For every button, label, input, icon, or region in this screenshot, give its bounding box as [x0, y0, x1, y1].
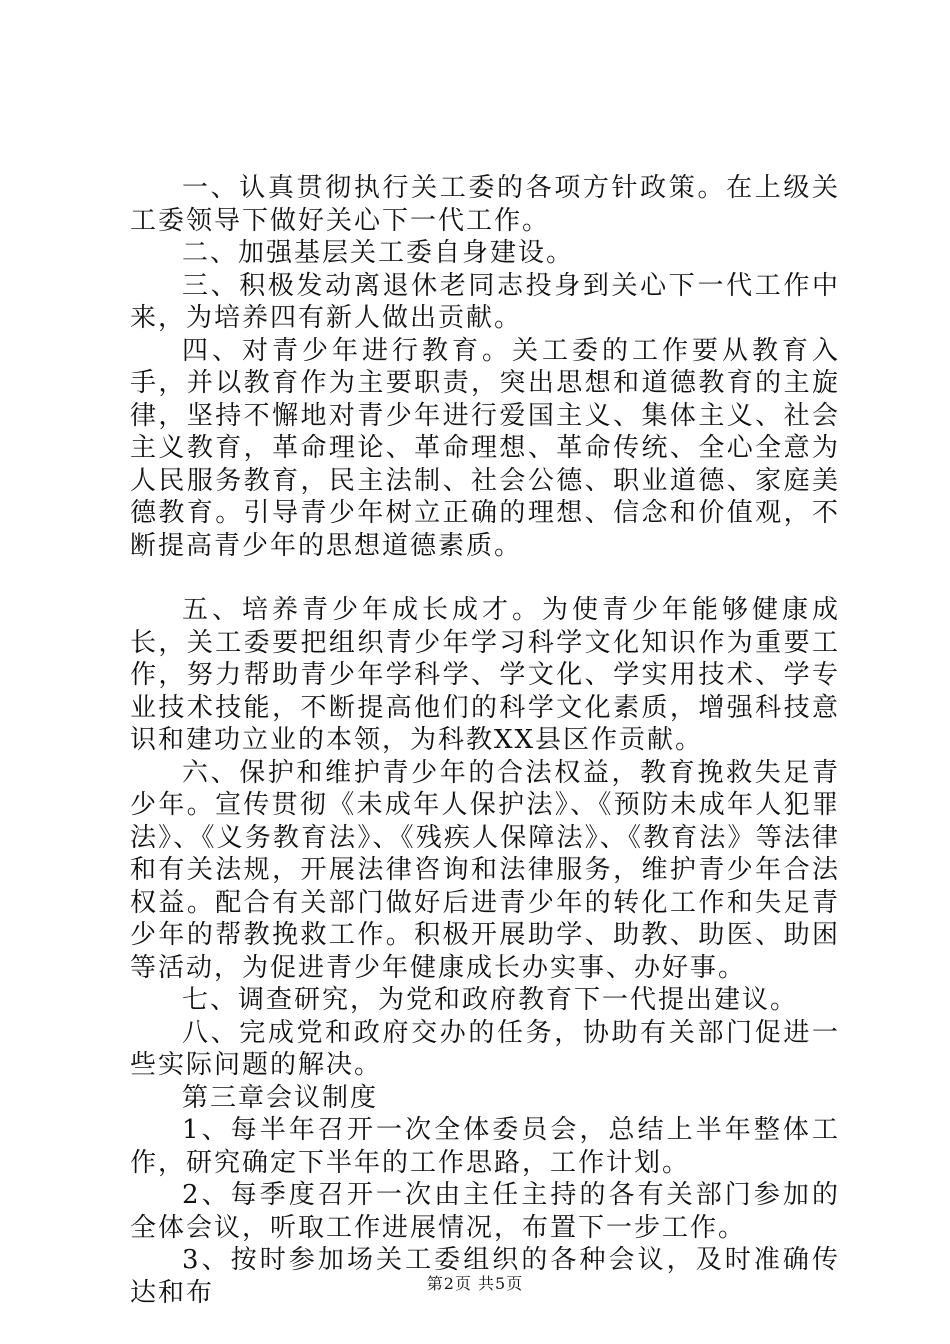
paragraph-3: 三、积极发动离退休老同志投身到关心下一代工作中来，为培养四有新人做出贡献。	[130, 270, 840, 333]
paragraph-5: 五、培养青少年成长成才。为使青少年能够健康成长，关工委要把组织青少年学习科学文化知识作为重要工作，努力帮助青少年学科学、学文化、学实用技术、学专业技术技能，不断提高他们的科学文化素质，增强科技意识和建功立业的本领，为科教XX县区作贡献。	[130, 595, 840, 755]
document-body	[130, 172, 840, 1309]
paragraph-1: 一、认真贯彻执行关工委的各项方针政策。在上级关工委领导下做好关心下一代工作。	[130, 173, 840, 236]
chapter-heading: 第三章会议制度	[182, 1082, 379, 1113]
paragraph-6: 六、保护和维护青少年的合法权益，教育挽救失足青少年。宣传贯彻《未成年人保护法》、《预防未成年人犯罪法》、《义务教育法》、《残疾人保障法》、《教育法》等法律和有关法规，开展法律咨询和法律服务，维护青少年合法权益。配合有关部门做好后进青少年的转化工作和失足青少年的帮教挽救工作。积极开展助学、助教、助医、助困等活动，为促进青少年健康成长办实事、办好事。	[130, 757, 840, 983]
paragraph-2: 二、加强基层关工委自身建设。	[182, 238, 575, 268]
paragraph-8: 八、完成党和政府交办的任务，协助有关部门促进一些实际问题的解决。	[130, 1017, 840, 1080]
paragraph-4: 四、对青少年进行教育。关工委的工作要从教育入手，并以教育作为主要职责，突出思想和道德教育的主旋律，坚持不懈地对青少年进行爱国主义、集体主义、社会主义教育，革命理论、革命理想、革命传统、全心全意为人民服务教育，民主法制、社会公德、职业道德、家庭美德教育。引导青少年树立正确的理想、信念和价值观，不断提高青少年的思想道德素质。	[130, 335, 840, 561]
page-number-footer: 第2页 共5页	[426, 1274, 524, 1293]
paragraph-spacer	[130, 562, 840, 594]
paragraph-10: 2、每季度召开一次由主任主持的各有关部门参加的全体会议，听取工作进展情况，布置下一步工作。	[130, 1180, 840, 1243]
paragraph-11: 3、按时参加场关工委组织的各种会议，及时准确传达和布	[130, 1245, 840, 1308]
paragraph-7: 七、调查研究，为党和政府教育下一代提出建议。	[182, 985, 799, 1015]
paragraph-9: 1、每半年召开一次全体委员会，总结上半年整体工作，研究确定下半年的工作思路，工作计划。	[130, 1115, 840, 1178]
